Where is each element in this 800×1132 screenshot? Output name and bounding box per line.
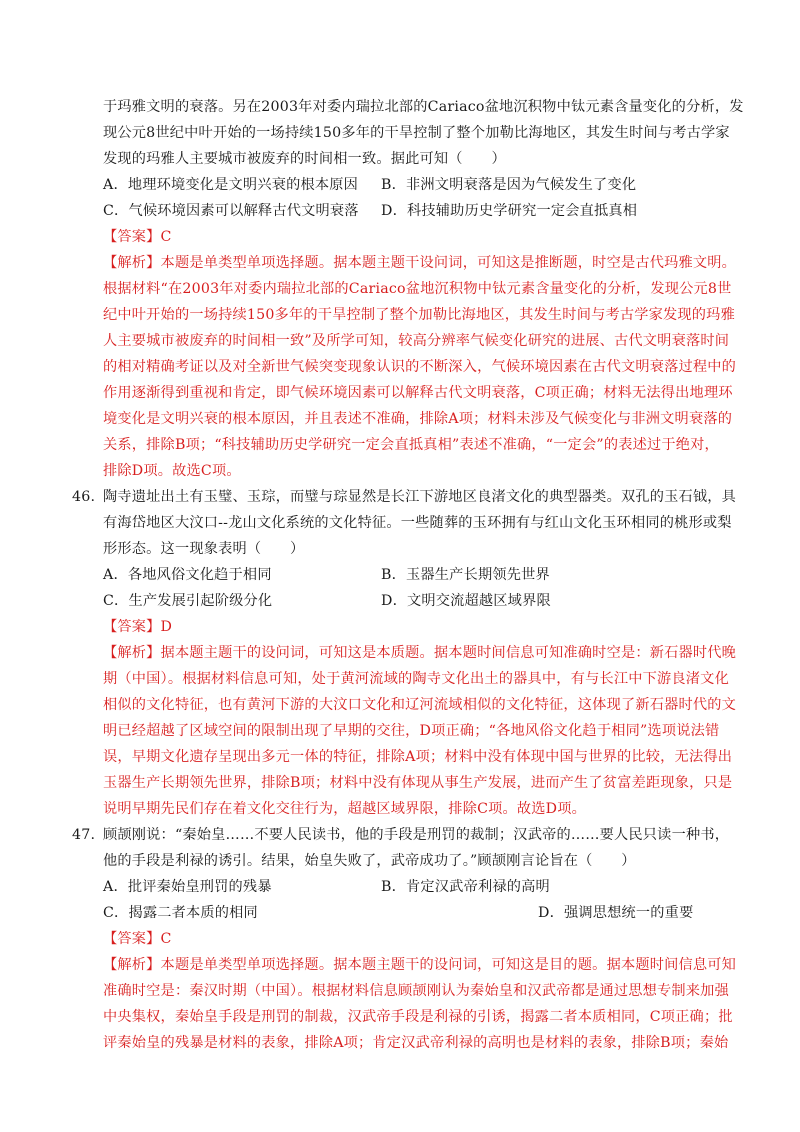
q45-stem-line-1: 于玛雅文明的衰落。另在2003年对委内瑞拉北部的Cariaco盆地沉积物中钛元素含量变化的分析，发 [103,99,744,115]
q46-analysis-line-7: 说明早期先民们存在着文化交往行为，超越区域界限，排除C项。故选D项。 [103,801,587,817]
q46-analysis-line-2: 期（中国）。根据材料信息可知，处于黄河流域的陶寺文化出土的器具中，有与长江中下游良渚文化 [103,671,729,687]
q46-stem-line-1: 陶寺遗址出土有玉璧、玉琮，而璧与琮显然是长江下游地区良渚文化的典型器类。双孔的玉石钺，具 [103,489,737,505]
q46-analysis-line-4: 明已经超越了区域空间的限制出现了早期的交往，D项正确；“各地风俗文化趋于相同”选项说法错 [103,723,720,739]
q45-analysis-line-5: 的相对精确考证以及对全新世气候突变现象认识的不断深入，气候环境因素在古代文明衰落过程中的 [103,359,737,375]
q45-analysis-line-9: 排除D项。故选C项。 [103,463,241,479]
q45-option-a: A．地理环境变化是文明兴衰的根本原因 [103,177,359,193]
q45-analysis-line-2: 根据材料“在2003年对委内瑞拉北部的Cariaco盆地沉积物中钛元素含量变化的分析，发现公元8世 [103,281,732,297]
q47-analysis-line-1: 【解析】本题是单类型单项选择题。据本题主题干的设问词，可知这是目的题。据本题时间信息可知 [103,957,737,973]
q47-option-c: C．揭露二者本质的相同 [103,905,258,921]
q45-option-c: C．气候环境因素可以解释古代文明衰落 [103,203,359,219]
q46-analysis-line-1: 【解析】据本题主题干的设问词，可知这是本质题。据本题时间信息可知准确时空是：新石器时代晚 [103,645,737,661]
q46-answer: 【答案】D [103,619,173,635]
q47-answer: 【答案】C [103,931,172,947]
q47-option-b: B．肯定汉武帝利禄的高明 [381,879,550,895]
q45-analysis-line-1: 【解析】本题是单类型单项选择题。据本题主题干设问词，可知这是推断题，时空是古代玛雅文明。 [103,255,737,271]
q46-analysis-line-6: 玉器生产长期领先世界，排除B项；材料中没有体现从事生产发展，进而产生了贫富差距现象，只是 [103,775,733,791]
q46-analysis-line-3: 相似的文化特征，也有黄河下游的大汶口文化和辽河流域相似的文化特征，这体现了新石器时代的文 [103,697,737,713]
q46-number: 46. [72,489,96,505]
q46-option-c: C．生产发展引起阶级分化 [103,593,273,609]
q47-option-d: D．强调思想统一的重要 [538,905,694,921]
q45-analysis-line-8: 关系，排除B项；“科技辅助历史学研究一定会直抵真相”表述不准确，“一定会”的表述过于绝对， [103,437,719,453]
q46-stem-line-3: 形形态。这一现象表明（ ） [103,541,305,557]
q47-option-a: A．批评秦始皇刑罚的残暴 [103,879,272,895]
q45-analysis-line-7: 境变化是文明兴衰的根本原因，并且表述不准确，排除A项；材料未涉及气候变化与非洲文明衰落的 [103,411,733,427]
q45-option-b: B．非洲文明衰落是因为气候发生了变化 [381,177,637,193]
q46-option-b: B．玉器生产长期领先世界 [381,567,550,583]
q45-answer: 【答案】C [103,229,172,245]
q45-analysis-line-4: 人主要城市被废弃的时间相一致”及所学可知，较高分辨率气候变化研究的进展、古代文明衰落时间 [103,333,730,349]
q47-analysis-line-2: 准确时空是：秦汉时期（中国）。根据材料信息顾颉刚认为秦始皇和汉武帝都是通过思想专制来加强 [103,983,729,999]
q46-stem-line-2: 有海岱地区大汶口--龙山文化系统的文化特征。一些随葬的玉环拥有与红山文化玉环相同的桃形或梨 [103,515,732,531]
q46-option-a: A．各地风俗文化趋于相同 [103,567,272,583]
q45-option-d: D．科技辅助历史学研究一定会直抵真相 [381,203,638,219]
q47-analysis-line-4: 评秦始皇的残暴是材料的表象，排除A项；肯定汉武帝利禄的高明也是材料的表象，排除B项；秦始 [103,1035,729,1051]
q45-analysis-line-3: 纪中叶开始的一场持续150多年的干旱控制了整个加勒比海地区，其发生时间与考古学家发现的玛雅 [103,307,735,323]
q47-analysis-line-3: 中央集权，秦始皇手段是刑罚的制裁，汉武帝手段是利禄的引诱，揭露二者本质相同，C项正确；批 [103,1009,733,1025]
q45-analysis-line-6: 作用逐渐得到重视和肯定，即气候环境因素可以解释古代文明衰落，C项正确；材料无法得出地理环 [103,385,733,401]
q47-stem-line-1: 顾颉刚说：“秦始皇……不要人民读书，他的手段是刑罚的裁制；汉武帝的……要人民只读一种书， [103,827,730,843]
q45-stem-line-3: 发现的玛雅人主要城市被废弃的时间相一致。据此可知（ ） [103,151,506,167]
q47-number: 47. [72,827,96,843]
q47-stem-line-2: 他的手段是利禄的诱引。结果，始皇失败了，武帝成功了。”顾颉刚言论旨在（ ） [103,853,636,869]
q46-analysis-line-5: 误，早期文化遗存呈现出多元一体的特征，排除A项；材料中没有体现中国与世界的比较，无法得出 [103,749,733,765]
q45-stem-line-2: 现公元8世纪中叶开始的一场持续150多年的干旱控制了整个加勒比海地区，其发生时间与考古学家 [103,125,730,141]
q46-option-d: D．文明交流超越区域界限 [381,593,551,609]
